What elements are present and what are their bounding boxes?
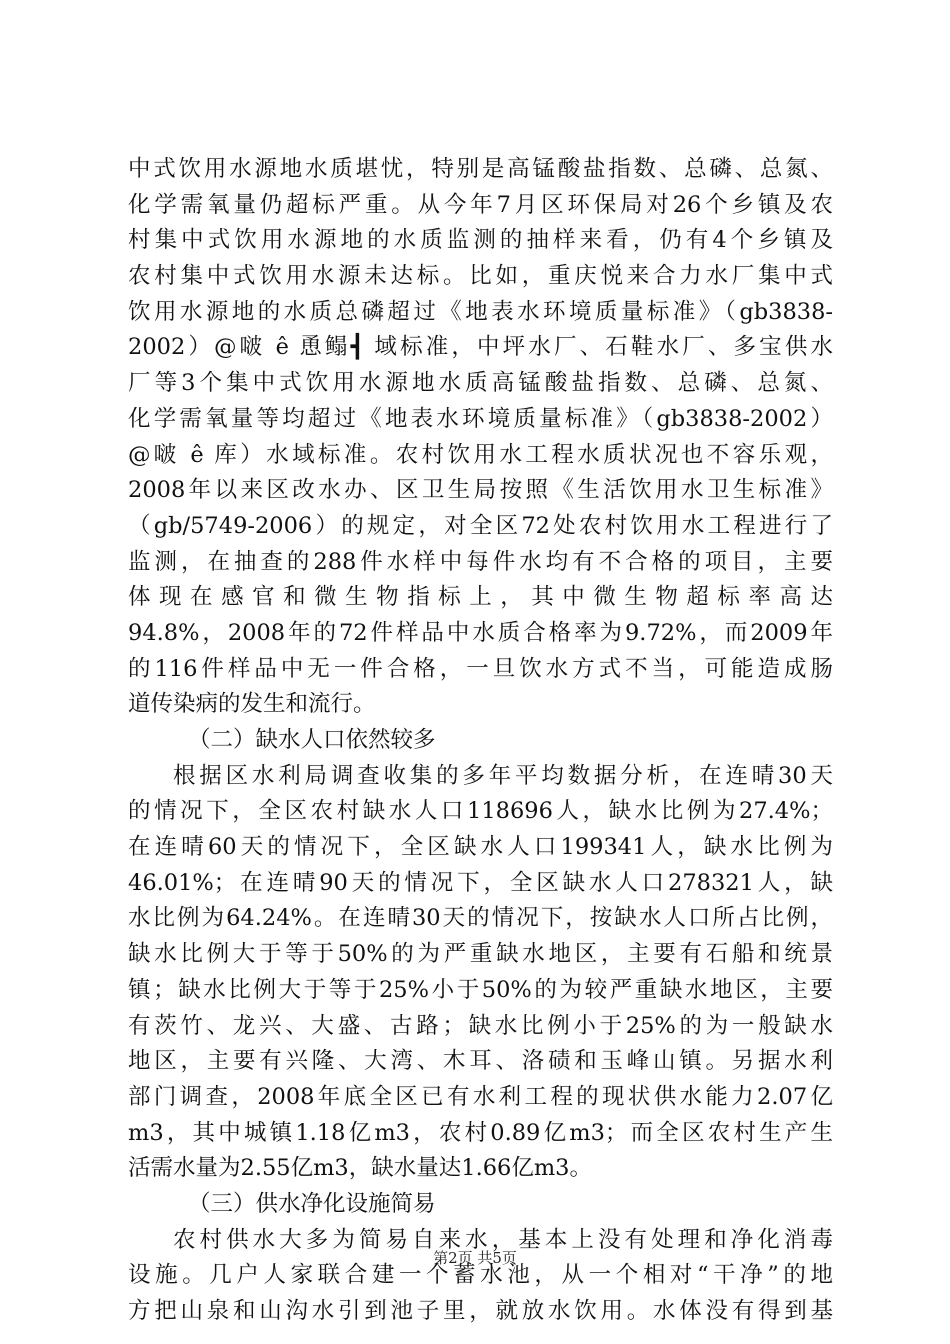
section-heading: （三）供水净化设施简易 [188,1190,436,1217]
section-heading: （二）缺水人口依然较多 [188,727,436,753]
text-line: 缺水比例大于等于50%的为严重缺水地区，主要有石船和统景 [128,941,833,968]
text-line: 体现在感官和微生物指标上，其中微生物超标率高达 [128,584,833,611]
paragraph-first-line: 农村供水大多为简易自来水，基本上没有处理和净化消毒 [173,1226,833,1253]
text-line: 的116件样品中无一件合格，一旦饮水方式不当，可能造成肠 [128,655,833,682]
text-line: 村集中式饮用水源地的水质监测的抽样来看，仍有4个乡镇及 [128,227,833,254]
page-footer [0,1247,950,1268]
text-line: 方把山泉和山沟水引到池子里，就放水饮用。水体没有得到基 [128,1298,833,1324]
text-line: 地区，主要有兴隆、大湾、木耳、洛碛和玉峰山镇。另据水利 [128,1048,833,1075]
text-line: 部门调查，2008年底全区已有水利工程的现状供水能力2.07亿 [128,1083,833,1110]
text-line: 有茨竹、龙兴、大盛、古路；缺水比例小于25%的为一般缺水 [128,1012,833,1039]
text-line: 农村集中式饮用水源未达标。比如，重庆悦来合力水厂集中式 [128,263,833,290]
text-line: 活需水量为2.55亿m3，缺水量达1.66亿m3。 [128,1155,592,1182]
paragraph-first-line: 根据区水利局调查收集的多年平均数据分析，在连晴30天 [173,762,833,789]
text-line: 2008年以来区改水办、区卫生局按照《生活饮用水卫生标准》 [128,477,833,504]
text-line: @啵 ê 库）水域标准。农村饮用水工程水质状况也不容乐观， [128,441,833,468]
text-line: 饮用水源地的水质总磷超过《地表水环境质量标准》（gb3838- [128,298,833,325]
text-line: 厂等3个集中式饮用水源地水质高锰酸盐指数、总磷、总氮、 [128,370,833,397]
text-line: 2002）@啵 ê 恿鳎┫ 域标准，中坪水厂、石鞋水厂、多宝供水 [128,334,833,361]
text-line: 94.8%，2008年的72件样品中水质合格率为9.72%，而2009年 [128,619,833,646]
text-line: 道传染病的发生和流行。 [128,691,376,718]
text-line: 在连晴60天的情况下，全区缺水人口199341人，缺水比例为 [128,834,833,861]
document-body [128,152,833,1330]
text-line: 中式饮用水源地水质堪忧，特别是高锰酸盐指数、总磷、总氮、 [128,156,833,182]
text-line: 水比例为64.24%。在连晴30天的情况下，按缺水人口所占比例， [128,905,833,932]
text-line: 镇；缺水比例大于等于25%小于50%的为较严重缺水地区，主要 [128,976,833,1003]
page-number: 第2页 共5页 [433,1249,517,1267]
text-line: m3，其中城镇1.18亿m3，农村0.89亿m3；而全区农村生产生 [128,1119,833,1146]
text-line: 化学需氧量等均超过《地表水环境质量标准》（gb3838-2002） [128,405,833,432]
text-line: （gb/5749-2006）的规定，对全区72处农村饮用水工程进行了 [128,512,833,539]
text-line: 的情况下，全区农村缺水人口118696人，缺水比例为27.4%； [128,798,833,825]
text-line: 化学需氧量仍超标严重。从今年7月区环保局对26个乡镇及农 [128,191,833,218]
text-line: 监测，在抽查的288件水样中每件水均有不合格的项目，主要 [128,548,833,575]
text-line: 设施。几户人家联合建一个蓄水池，从一个相对“干净”的地 [128,1262,833,1289]
text-line: 46.01%；在连晴90天的情况下，全区缺水人口278321人，缺 [128,869,833,896]
